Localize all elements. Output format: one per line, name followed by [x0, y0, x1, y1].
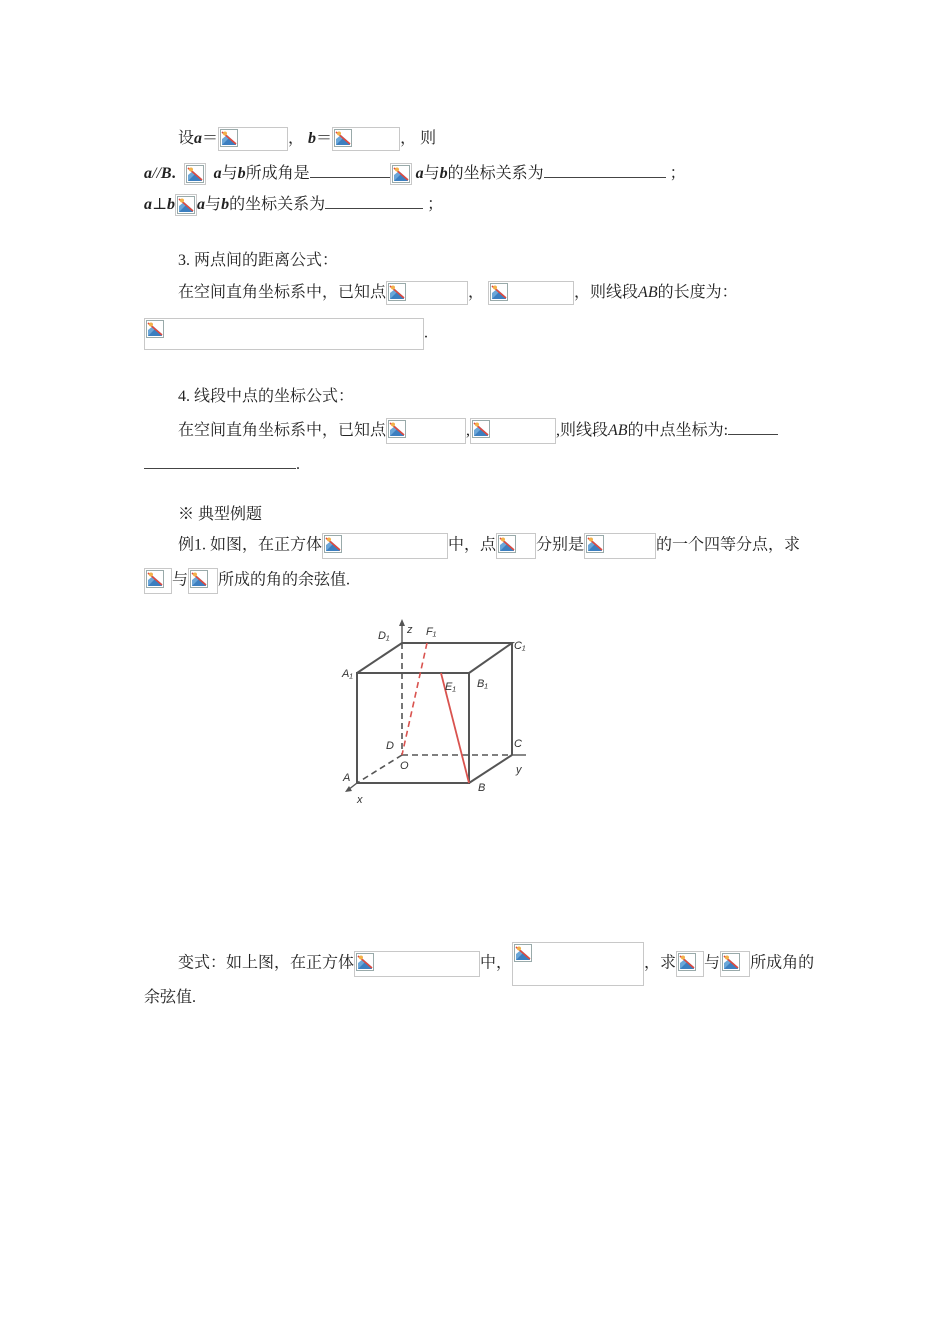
broken-image-icon: [498, 535, 516, 553]
text: .: [171, 165, 176, 182]
text: 所成的角的余弦值.: [218, 571, 351, 589]
label-c: C: [514, 738, 522, 750]
text: 的长度为：: [657, 284, 738, 301]
example-1-line-1: [178, 533, 800, 559]
broken-image-icon: [146, 570, 164, 588]
formula-image-a: [218, 127, 288, 151]
broken-image-icon: [220, 129, 238, 147]
vector-line-3: [144, 192, 443, 217]
hidden-edge-x-axis: [357, 755, 402, 783]
answer-blank: [325, 192, 423, 209]
var-a: a: [144, 196, 152, 213]
var-b: b: [439, 165, 448, 182]
formula-image-point-b: [470, 418, 556, 444]
broken-image-icon: [324, 535, 342, 553]
text: ，: [288, 130, 305, 147]
formula-image: [184, 163, 206, 185]
broken-image-icon: [472, 420, 490, 438]
broken-image-icon: [146, 320, 164, 338]
label-b: B: [478, 782, 486, 794]
formula-image-segment-2: [720, 951, 750, 977]
formula-image-point-a: [386, 418, 466, 444]
text: ＝: [202, 130, 219, 147]
broken-image-icon: [388, 420, 406, 438]
variant-line-1: [178, 942, 814, 986]
text: 与: [704, 954, 721, 972]
text: 的坐标关系为: [229, 196, 326, 213]
answer-blank: [144, 452, 296, 469]
text: 所成角的: [750, 954, 815, 972]
text: 与: [221, 165, 238, 182]
text: ；: [427, 196, 444, 213]
answer-blank: [310, 161, 390, 178]
text: ⊥: [152, 196, 168, 213]
var-ab: AB: [638, 284, 658, 301]
text: 在空间直角坐标系中，已知点: [178, 284, 387, 301]
text: 设: [178, 130, 195, 147]
example-1-line-2: [144, 568, 350, 594]
label-y: y: [516, 764, 522, 776]
label-a1: A₁: [342, 668, 353, 680]
broken-image-icon: [177, 196, 195, 214]
segment-df1: [402, 643, 427, 755]
formula-image-segment-1: [676, 951, 704, 977]
var-b: b: [221, 196, 230, 213]
var-ab: AB: [608, 422, 628, 439]
text: 的一个四等分点，求: [656, 536, 801, 554]
var-B: B: [160, 165, 172, 182]
text: ， 则: [400, 130, 437, 147]
cube-top-face: [357, 643, 512, 673]
text: 例1. 如图，在正方体: [178, 536, 323, 554]
text: ,则线段: [556, 422, 609, 439]
midpoint-line-1: [178, 418, 778, 444]
label-a: A: [343, 772, 351, 784]
text: 中，: [480, 954, 513, 972]
var-a: a: [197, 196, 206, 213]
section-heading-midpoint: 4. 线段中点的坐标公式：: [178, 388, 355, 405]
label-d: D: [386, 740, 394, 752]
text: .: [296, 456, 300, 473]
broken-image-icon: [334, 129, 352, 147]
text: 所成角是: [245, 165, 310, 182]
text: ,: [466, 422, 471, 439]
section-heading-distance: 3. 两点间的距离公式：: [178, 252, 339, 269]
label-f1: F₁: [426, 626, 437, 638]
answer-blank: [728, 418, 778, 435]
formula-image-cube: [354, 951, 480, 977]
var-a: a: [415, 165, 424, 182]
text: ；: [669, 165, 686, 182]
midpoint-line-2: [144, 452, 300, 477]
formula-image-points: [496, 533, 536, 559]
broken-image-icon: [586, 535, 604, 553]
text: 的中点坐标为:: [627, 422, 729, 439]
broken-image-icon: [392, 165, 410, 183]
label-b1: B₁: [477, 678, 488, 690]
text: .: [424, 324, 428, 342]
z-axis-arrow: [399, 619, 405, 626]
var-a: a: [144, 165, 152, 182]
distance-formula-line: [144, 318, 428, 350]
broken-image-icon: [356, 953, 374, 971]
broken-image-icon: [490, 283, 508, 301]
label-z: z: [407, 624, 413, 636]
formula-image-distance: [144, 318, 424, 350]
variant-line-2: 余弦值.: [144, 989, 197, 1006]
formula-image-b: [332, 127, 400, 151]
text: ＝: [316, 130, 333, 147]
text: ，则线段: [574, 284, 639, 301]
label-d1: D₁: [378, 630, 390, 642]
formula-image-point-a: [386, 281, 468, 305]
label-e1: E₁: [445, 681, 456, 693]
var-a: a: [194, 130, 203, 147]
text: ，: [468, 284, 485, 301]
var-a: a: [213, 165, 222, 182]
broken-image-icon: [186, 165, 204, 183]
broken-image-icon: [722, 953, 740, 971]
vector-line-2: [144, 161, 686, 186]
text: 变式：如上图，在正方体: [178, 954, 355, 972]
var-b: b: [308, 130, 317, 147]
text: 与: [172, 571, 189, 589]
label-x: x: [357, 794, 363, 806]
formula-image-point-b: [488, 281, 574, 305]
formula-image-segment-1: [144, 568, 172, 594]
text: 在空间直角坐标系中，已知点: [178, 422, 387, 439]
text: 的坐标关系为: [447, 165, 544, 182]
text: 中，点: [448, 536, 497, 554]
formula-image-edges: [584, 533, 656, 559]
formula-image-cube: [322, 533, 448, 559]
formula-image: [390, 163, 412, 185]
broken-image-icon: [190, 570, 208, 588]
var-b: b: [167, 196, 176, 213]
text: 分别是: [536, 536, 585, 554]
broken-image-icon: [514, 944, 532, 962]
label-c1: C₁: [514, 640, 526, 652]
text: 与: [205, 196, 222, 213]
distance-line-1: [178, 281, 738, 305]
section-heading-examples: ※ 典型例题: [178, 506, 263, 523]
vector-line-1: [178, 127, 436, 151]
text: 与: [423, 165, 440, 182]
text: //: [152, 165, 161, 182]
label-o: O: [400, 760, 409, 772]
broken-image-icon: [388, 283, 406, 301]
answer-blank: [544, 161, 666, 178]
formula-image-segment-2: [188, 568, 218, 594]
formula-image: [175, 194, 197, 216]
broken-image-icon: [678, 953, 696, 971]
cube-figure: [330, 615, 530, 815]
cube-edge: [469, 755, 512, 783]
var-b: b: [237, 165, 246, 182]
text: ，求: [644, 954, 677, 972]
formula-image-condition: [512, 942, 644, 986]
